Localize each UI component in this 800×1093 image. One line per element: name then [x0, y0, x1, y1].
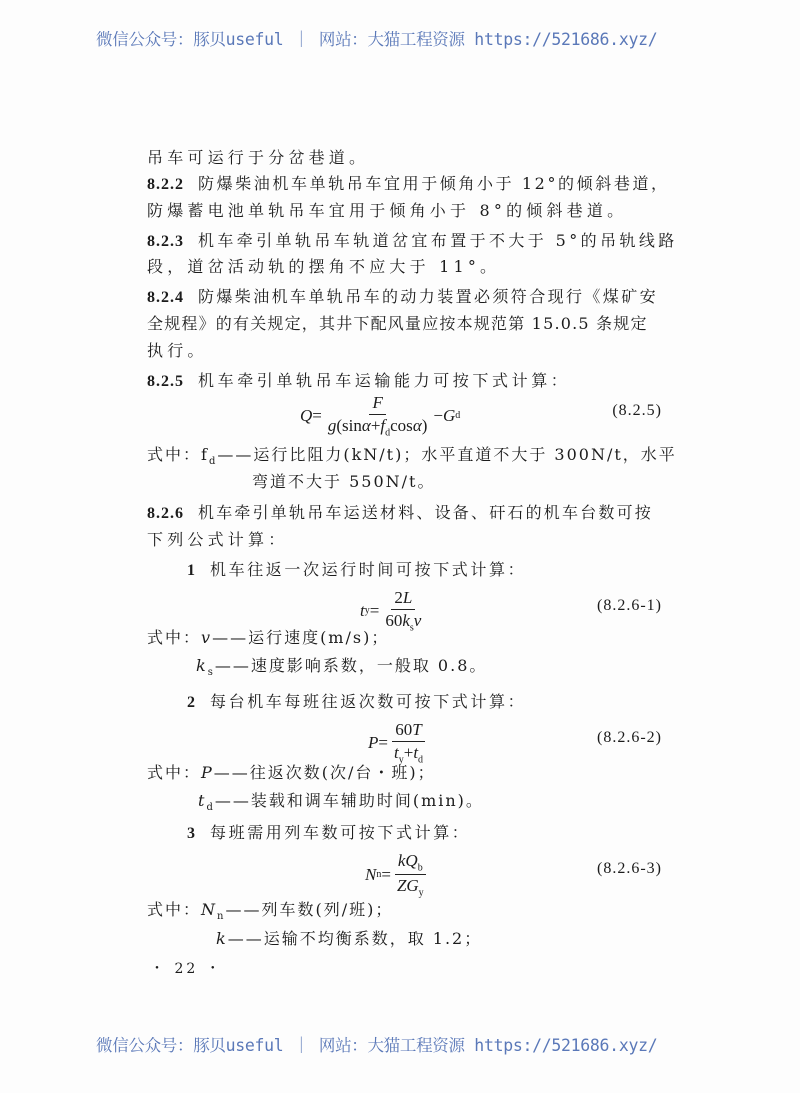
watermark-top: 微信公众号：豚贝useful ｜ 网站：大猫工程资源 https://521686.xyz/ — [96, 30, 658, 49]
clause-number: 8.2.3 — [147, 233, 184, 250]
item-3 — [187, 823, 703, 844]
item-2 — [187, 692, 703, 713]
label: 式中： — [147, 628, 202, 647]
clause-8-2-2 — [147, 174, 670, 195]
definition: ——速度影响系数，一般取 0.8。 — [214, 656, 488, 675]
variable-definition: $k_s——$速度影响系数，一般取 0.8。 — [196, 656, 488, 679]
paragraph-line: 段，道岔活动轨的摆角不应大于 11°。 — [147, 257, 501, 276]
clause-text: 机车牵引单轨吊车轨道岔宜布置于不大于 5°的吊轨线路 — [198, 231, 678, 250]
clause-text: 机车牵引单轨吊车运输能力可按下式计算： — [198, 371, 571, 390]
label: 式中：f — [147, 445, 209, 464]
paragraph-line: 全规程》的有关规定，其井下配风量应按本规范第 15.0.5 条规定 — [147, 314, 648, 333]
formula-8-2-6-3: N n = $\frac{kQ_b}{ZG_y}$ — [365, 851, 430, 899]
paragraph-line: 执行。 — [147, 341, 208, 360]
item-text: 机车往返一次运行时间可按下式计算： — [210, 560, 527, 579]
clause-8-2-4 — [147, 287, 663, 308]
item-1 — [187, 560, 703, 581]
item-text: 每班需用列车数可按下式计算： — [210, 823, 471, 842]
equation-number: (8.2.6-1) — [597, 597, 662, 614]
variable-definition: $t_d——$装载和调车辅助时间(min)。 — [198, 791, 484, 814]
clause-number: 8.2.5 — [147, 373, 184, 390]
definition: ——装载和调车辅助时间(min)。 — [214, 791, 484, 810]
page-number: ・ 22 ・ — [150, 961, 223, 977]
formula-8-2-6-1: t y = $\frac{2L}{60k_sv}$ — [360, 588, 422, 634]
variable-definition: 式中：P——往返次数(次/台・班)； — [147, 763, 436, 782]
clause-8-2-3 — [147, 231, 678, 252]
clause-text: 防爆柴油机车单轨吊车宜用于倾角小于 12°的倾斜巷道， — [198, 174, 670, 193]
definition: ——运行比阻力(kN/t)；水平直道不大于 300N/t，水平 — [217, 445, 677, 464]
label: 式中： — [147, 763, 202, 782]
equation-number: (8.2.6-3) — [597, 860, 662, 877]
item-number: 3 — [187, 825, 196, 842]
clause-number: 8.2.6 — [147, 505, 184, 522]
label: 式中： — [147, 900, 202, 919]
variable-definition: 弯道不大于 550N/t。 — [252, 472, 436, 491]
equation-number: (8.2.6-2) — [597, 729, 662, 746]
clause-8-2-5 — [147, 371, 663, 392]
paragraph-line: 下列公式计算： — [147, 530, 289, 549]
equation-number: (8.2.5) — [612, 402, 662, 419]
clause-number: 8.2.2 — [147, 176, 184, 193]
variable-definition: k——运输不均衡系数，取 1.2； — [216, 929, 483, 948]
formula-8-2-5: Q = $\frac{F}{g(\sin\alpha+f_d\cos\alpha)}$ − G d — [300, 393, 461, 439]
definition: ——列车数(列/班)； — [225, 900, 394, 919]
item-text: 每台机车每班往返次数可按下式计算： — [210, 692, 527, 711]
clause-number: 8.2.4 — [147, 289, 184, 306]
paragraph-line: 吊车可运行于分岔巷道。 — [147, 148, 370, 167]
variable-definition: 式中：$f_d——$运行比阻力(kN/t)；水平直道不大于 300N/t，水平 — [147, 445, 677, 468]
definition: ——运行速度(m/s)； — [212, 628, 390, 647]
formula-8-2-6-2: P = $\frac{60T}{t_y+t_d}$ — [368, 720, 424, 766]
clause-text: 机车牵引单轨吊车运送材料、设备、矸石的机车台数可按 — [198, 503, 654, 522]
watermark-bottom: 微信公众号：豚贝useful ｜ 网站：大猫工程资源 https://521686.xyz/ — [96, 1036, 658, 1055]
item-number: 1 — [187, 562, 196, 579]
variable-definition: 式中：v——运行速度(m/s)； — [147, 628, 390, 647]
clause-text: 防爆柴油机车单轨吊车的动力装置必须符合现行《煤矿安 — [198, 287, 659, 306]
definition: ——往返次数(次/台・班)； — [213, 763, 436, 782]
item-number: 2 — [187, 694, 196, 711]
paragraph-line: 防爆蓄电池单轨吊车宜用于倾角小于 8°的倾斜巷道。 — [147, 201, 628, 220]
definition: ——运输不均衡系数，取 1.2； — [227, 929, 483, 948]
clause-8-2-6 — [147, 503, 663, 524]
variable-definition: 式中：$N_n——$列车数(列/班)； — [147, 900, 394, 923]
